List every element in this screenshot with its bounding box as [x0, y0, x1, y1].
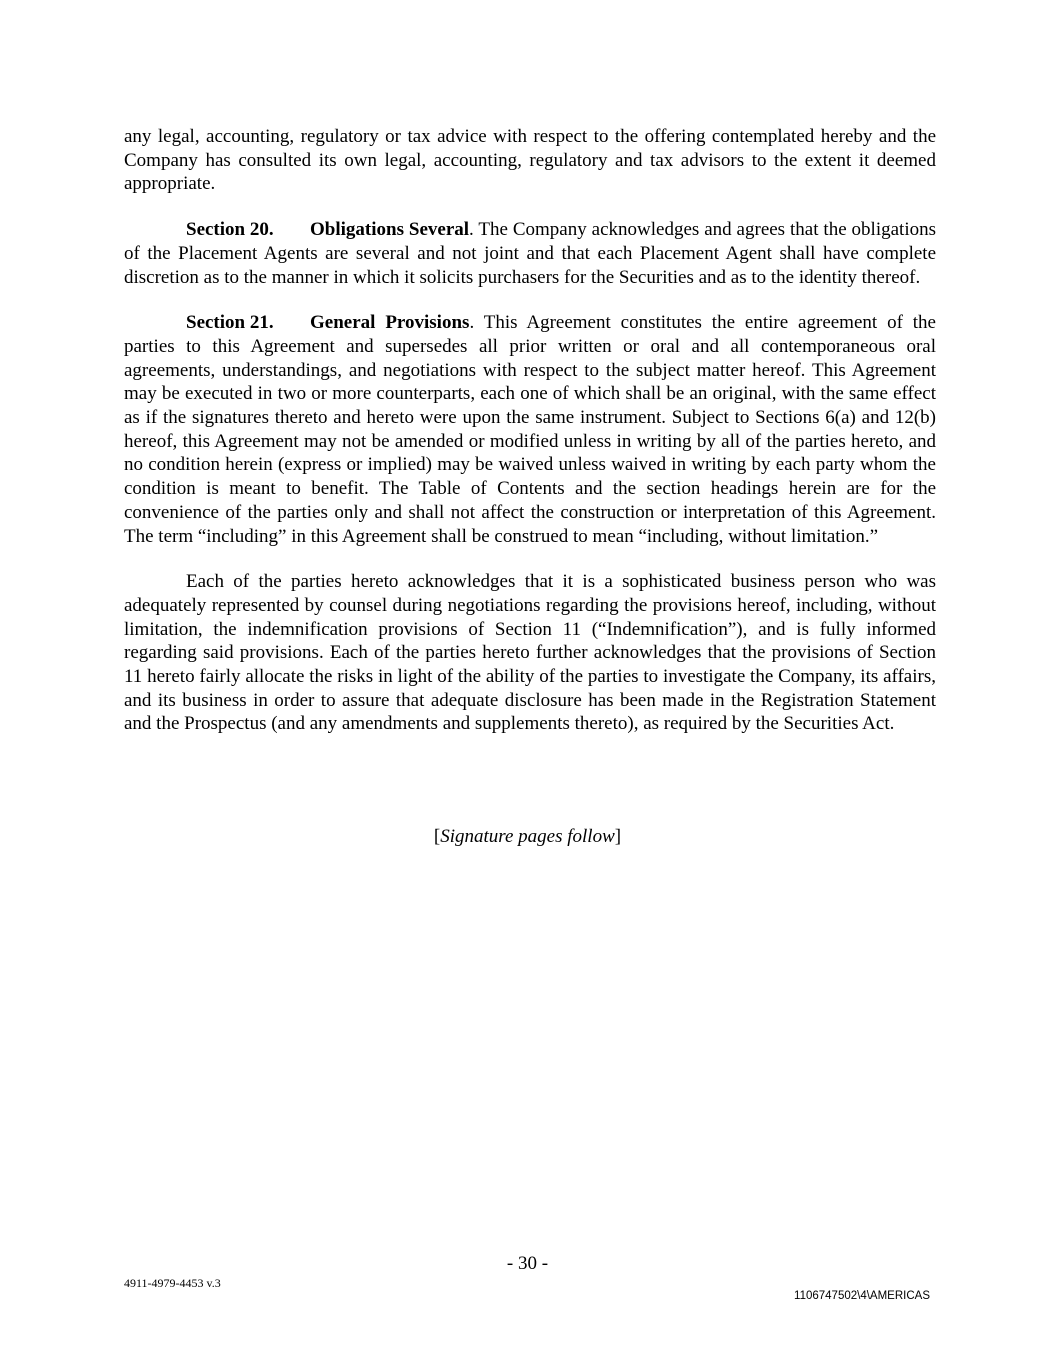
section-20-text: . The Company acknowledges and agrees that the obligations of the Placement Agents are several and not joint and that each Placement Agent shall have complete discretion as to the manner in which it solicits purchasers for the Securities and as to the identity thereof. — [124, 219, 936, 288]
section-21-title: General Provisions — [310, 312, 470, 334]
paragraph-sophisticated: Each of the parties hereto acknowledges that it is a sophisticated business person who was adequately represented by counsel during negotiations regarding the provisions hereof, including, without limitation, the indemnification provisions of Section 11 (“Indemnification”), and is fully informed regarding said provisions. Each of the parties hereto further acknowledges that the provisions of Section 11 hereto fairly allocate the risks in light of the ability of the parties to investigate the Company, its affairs, and its business in order to assure that adequate disclosure has been made in the Registration Statement and the Prospectus (and any amendments and supplements thereto), as required by the Securities Act. — [124, 571, 936, 735]
bracket-open: [ — [433, 826, 441, 847]
section-20-title: Obligations Several — [310, 219, 470, 241]
document-body — [124, 125, 936, 758]
section-21-number: Section 21. — [186, 312, 274, 334]
signature-note-text: Signature pages follow — [440, 826, 615, 847]
section-20-number: Section 20. — [186, 219, 274, 241]
document-id-left: 4911-4979-4453 v.3 — [124, 1276, 221, 1290]
document-id-right: 1106747502\4\AMERICAS — [794, 1290, 930, 1302]
section-21-paragraph — [124, 311, 936, 548]
bracket-close: ] — [614, 826, 622, 847]
paragraph-intro: any legal, accounting, regulatory or tax advice with respect to the offering contemplated hereby and the Company has consulted its own legal, accounting, regulatory and tax advisors to the extent it deemed appropriate. — [124, 126, 936, 195]
section-20-paragraph — [124, 218, 936, 289]
section-21-text: . This Agreement constitutes the entire agreement of the parties to this Agreement and supersedes all prior written or oral and all contemporaneous oral agreements, understandings, and negotiations with respect to the subject matter hereof. This Agreement may be executed in two or more counterparts, each one of which shall be an original, with the same effect as if the signatures thereto and hereto were upon the same instrument. Subject to Sections 6(a) and 12(b) hereof, this Agreement may not be amended or modified unless in writing by all of the parties hereto, and no condition herein (express or implied) may be waived unless waived in writing by each party whom the condition is meant to benefit. The Table of Contents and the section headings herein are for the convenience of the parties only and shall not affect the construction or interpretation of this Agreement. The term “including” in this Agreement shall be construed to mean “including, without limitation.” — [124, 312, 936, 547]
page-number: - 30 - — [506, 1253, 549, 1274]
signature-pages-note — [0, 826, 1055, 848]
